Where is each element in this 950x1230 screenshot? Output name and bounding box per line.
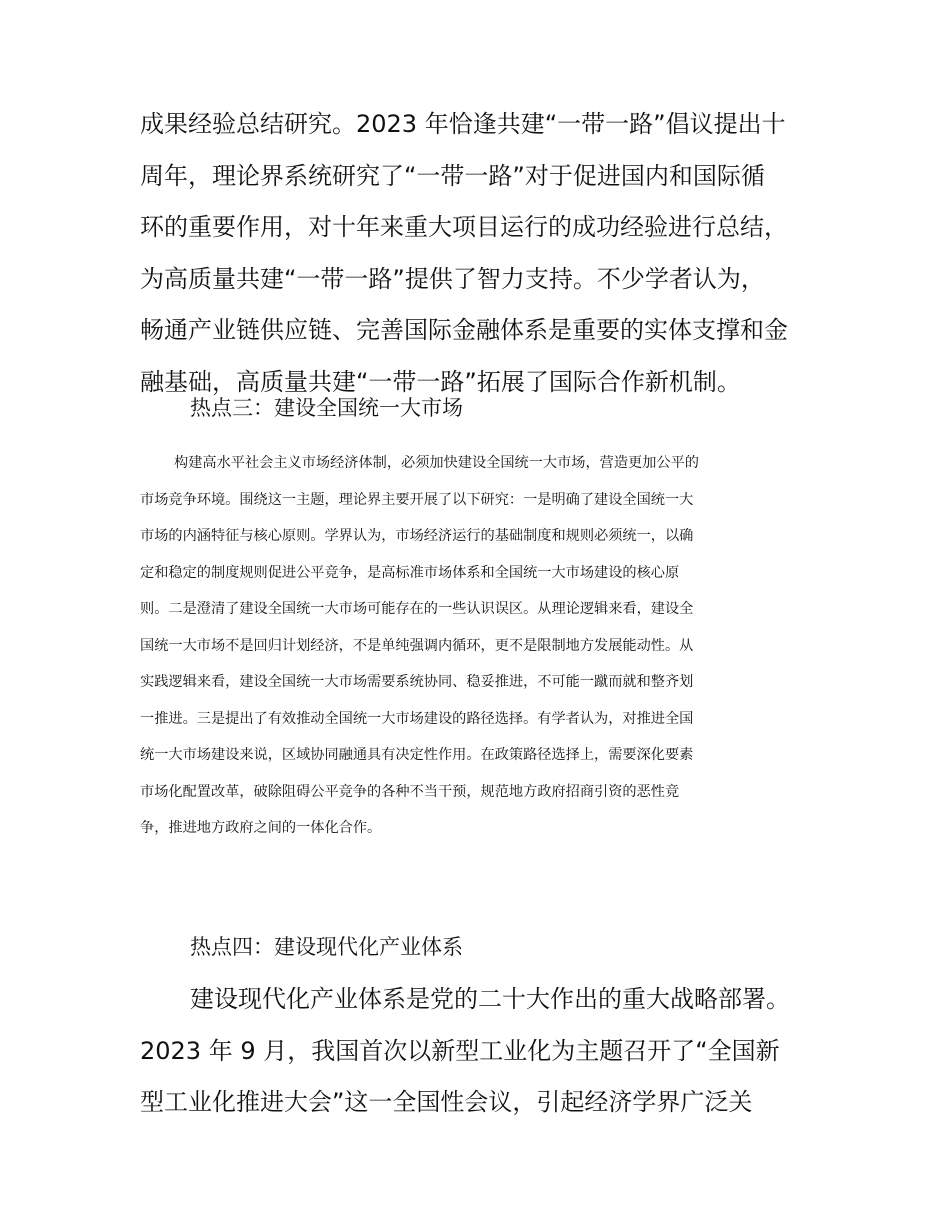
section-heading-three: 热点三：建设全国统一大市场 — [190, 396, 463, 420]
paragraph-four — [140, 981, 820, 1136]
text-line: 周年，理论界系统研究了“一带一路”对于促进国内和国际循 — [140, 161, 765, 190]
text-line: 建设现代化产业体系是党的二十大作出的重大战略部署。 — [190, 985, 790, 1013]
paragraph-three — [140, 453, 820, 855]
text-line: 定和稳定的制度规则促进公平竞争，是高标准市场体系和全国统一大市场建设的核心原 — [140, 564, 680, 581]
text-line: 成果经验总结研究。2023 年恰逢共建“一带一路”倡议提出十 — [140, 110, 786, 138]
text-line: 型工业化推进大会”这一全国性会议，引起经济学界广泛关 — [140, 1088, 753, 1116]
text-line: 融基础，高质量共建“一带一路”拓展了国际合作新机制。 — [140, 367, 741, 396]
text-line: 为高质量共建“一带一路”提供了智力支持。不少学者认为， — [140, 264, 765, 293]
text-line: 市场化配置改革，破除阻碍公平竞争的各种不当干预，规范地方政府招商引资的恶性竞 — [140, 783, 680, 800]
text-line: 环的重要作用，对十年来重大项目运行的成功经验进行总结， — [140, 213, 788, 241]
text-line: 国统一大市场不是回归计划经济，不是单纯强调内循环，更不是限制地方发展能动性。从 — [140, 637, 694, 654]
text-line: 争，推进地方政府之间的一体化合作。 — [140, 820, 382, 836]
text-line: 市场竞争环境。围绕这一主题，理论界主要开展了以下研究：一是明确了建设全国统一大 — [140, 491, 694, 508]
text-line: 2023 年 9 月，我国首次以新型工业化为主题召开了“全国新 — [140, 1036, 780, 1065]
section-heading-four: 热点四：建设现代化产业体系 — [190, 935, 463, 959]
text-line: 构建高水平社会主义市场经济体制，必须加快建设全国统一大市场，营造更加公平的 — [174, 455, 699, 471]
paragraph-top — [140, 106, 820, 415]
text-line: 统一大市场建设来说，区域协同融通具有决定性作用。在政策路径选择上，需要深化要素 — [140, 747, 694, 763]
text-line: 一推进。三是提出了有效推动全国统一大市场建设的路径选择。有学者认为，对推进全国 — [140, 710, 694, 727]
text-line: 畅通产业链供应链、完善国际金融体系是重要的实体支撑和金 — [140, 316, 788, 344]
text-line: 市场的内涵特征与核心原则。学界认为，市场经济运行的基础制度和规则必须统一，以确 — [140, 528, 694, 544]
text-line: 则。二是澄清了建设全国统一大市场可能存在的一些认识误区。从理论逻辑来看，建设全 — [140, 601, 694, 617]
text-line: 实践逻辑来看，建设全国统一大市场需要系统协同、稳妥推进，不可能一蹴而就和整齐划 — [140, 674, 694, 690]
